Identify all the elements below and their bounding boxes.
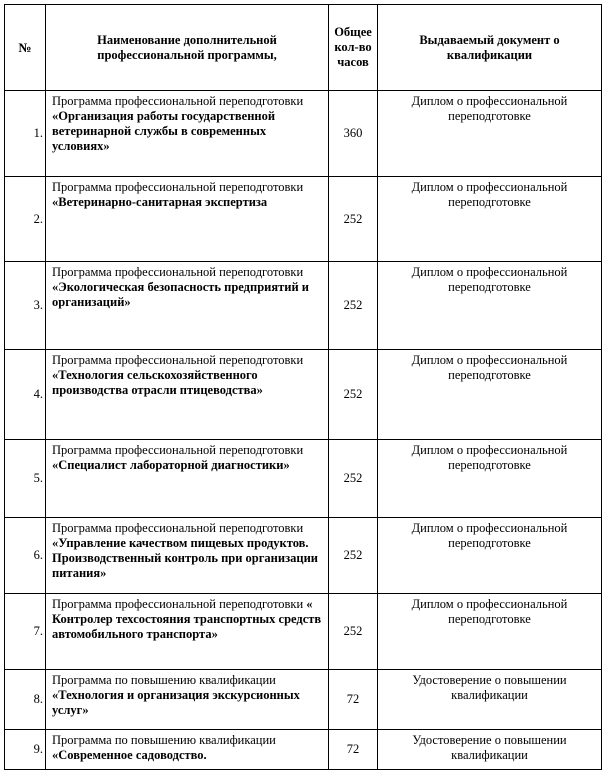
table-row [5,91,602,177]
program-name [46,91,329,177]
program-prefix: Программа профессиональной переподготовки [52,521,304,535]
program-prefix: Программа профессиональной переподготовки [52,265,304,279]
program-prefix: Программа профессиональной переподготовки [52,597,307,611]
program-title: «Технология и организация экскурсионных услуг» [52,688,300,717]
table-row [5,177,602,262]
program-hours: 360 [329,91,378,177]
header-row [5,5,602,91]
program-document: Удостоверение о повышении квалификации [378,730,602,770]
program-name [46,670,329,730]
program-hours: 72 [329,730,378,770]
program-prefix: Программа профессиональной переподготовки [52,180,304,194]
program-hours: 252 [329,177,378,262]
program-name [46,594,329,670]
program-name [46,350,329,440]
program-title: «Управление качеством пищевых продуктов. Производственный контроль при организации питания» [52,536,318,580]
program-name [46,177,329,262]
program-document: Диплом о профессиональной переподготовке [378,177,602,262]
header-num: № [5,5,46,91]
program-document: Диплом о профессиональной переподготовке [378,262,602,350]
program-hours: 252 [329,440,378,518]
program-hours: 252 [329,350,378,440]
program-document: Диплом о профессиональной переподготовке [378,440,602,518]
program-prefix: Программа по повышению квалификации [52,733,276,747]
table-row [5,594,602,670]
program-name [46,440,329,518]
program-title: « Контролер техсостояния транспортных средств автомобильного транспорта» [52,597,322,641]
program-prefix: Программа по повышению квалификации [52,673,276,687]
program-document: Диплом о профессиональной переподготовке [378,594,602,670]
row-number: 8. [5,670,46,730]
program-document: Диплом о профессиональной переподготовке [378,350,602,440]
program-document: Диплом о профессиональной переподготовке [378,91,602,177]
program-hours: 252 [329,262,378,350]
header-document: Выдаваемый документ о квалификации [378,5,602,91]
row-number: 6. [5,518,46,594]
programs-table [4,4,602,770]
program-name [46,518,329,594]
row-number: 9. [5,730,46,770]
program-document: Диплом о профессиональной переподготовке [378,518,602,594]
table-row [5,350,602,440]
row-number: 3. [5,262,46,350]
program-title: «Организация работы государственной ветеринарной службы в современных условиях» [52,109,276,153]
program-title: «Современное садоводство. [52,748,207,762]
program-hours: 252 [329,518,378,594]
program-title: «Технология сельскохозяйственного производства отрасли птицеводства» [52,368,263,397]
program-document: Удостоверение о повышении квалификации [378,670,602,730]
program-prefix: Программа профессиональной переподготовки [52,94,304,108]
table-row [5,518,602,594]
program-hours: 252 [329,594,378,670]
program-title: «Ветеринарно-санитарная экспертиза [52,195,268,209]
header-program-name: Наименование дополнительной профессиональной программы, [46,5,329,91]
row-number: 2. [5,177,46,262]
program-prefix: Программа профессиональной переподготовки [52,353,304,367]
program-name [46,262,329,350]
program-title: «Экологическая безопасность предприятий и организаций» [52,280,310,309]
row-number: 5. [5,440,46,518]
program-title: «Специалист лабораторной диагностики» [52,458,290,472]
row-number: 7. [5,594,46,670]
header-hours: Общее кол-во часов [329,5,378,91]
table-row [5,440,602,518]
table-row [5,262,602,350]
row-number: 1. [5,91,46,177]
program-name [46,730,329,770]
program-hours: 72 [329,670,378,730]
program-prefix: Программа профессиональной переподготовки [52,443,304,457]
table-row [5,670,602,730]
row-number: 4. [5,350,46,440]
table-row [5,730,602,770]
